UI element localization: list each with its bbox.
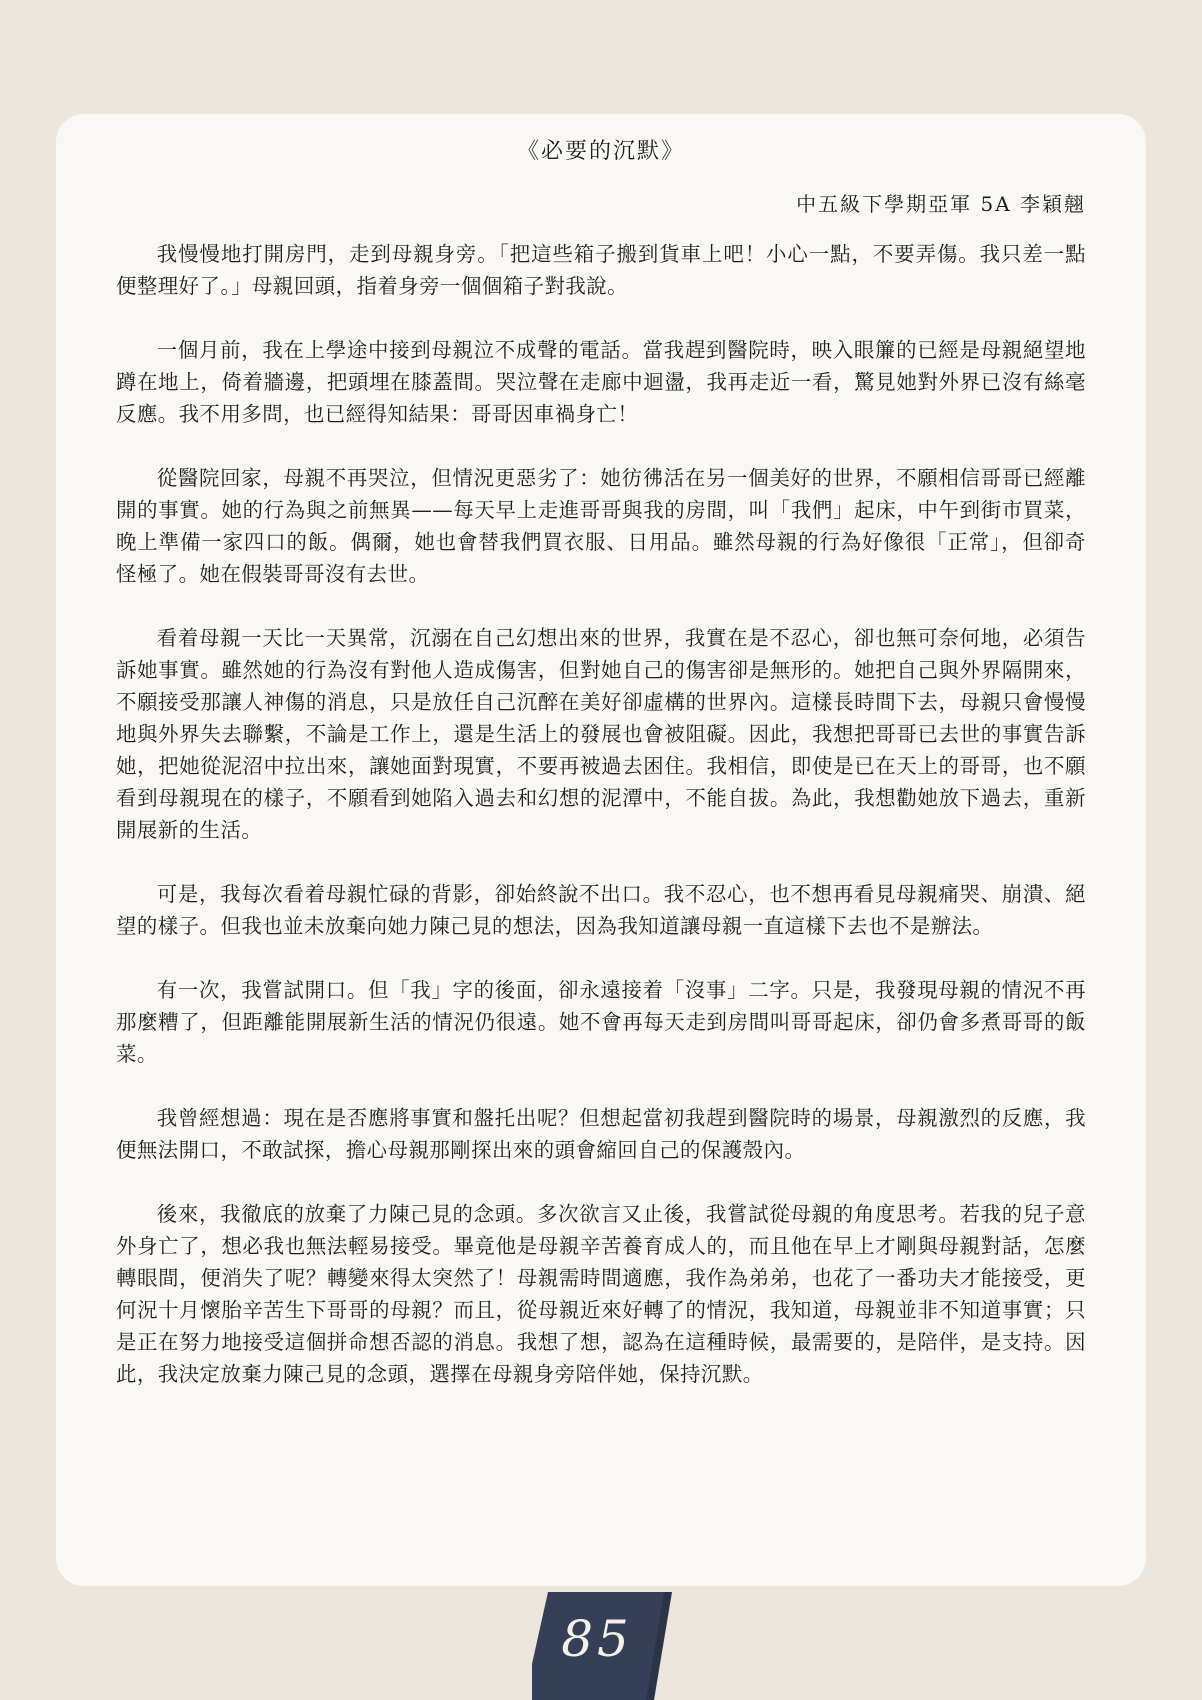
paragraph-4: 看着母親一天比一天異常，沉溺在自己幻想出來的世界，我實在是不忍心，卻也無可奈何地，必須告訴她事實。雖然她的行為沒有對他人造成傷害，但對她自己的傷害卻是無形的。她把自己與外界隔開來，不願接受那讓人神傷的消息，只是放任自己沉醉在美好卻虛構的世界內。這樣長時間下去，母親只會慢慢地與外界失去聯繫，不論是工作上，還是生活上的發展也會被阻礙。因此，我想把哥哥已去世的事實告訴她，把她從泥沼中拉出來，讓她面對現實，不要再被過去困住。我相信，即使是已在天上的哥哥，也不願看到母親現在的樣子，不願看到她陷入過去和幻想的泥潭中，不能自拔。為此，我想勸她放下過去，重新開展新的生活。 (116, 626, 1086, 842)
paragraph-3: 從醫院回家，母親不再哭泣，但情況更惡劣了：她彷彿活在另一個美好的世界，不願相信哥哥已經離開的事實。她的行為與之前無異——每天早上走進哥哥與我的房間，叫「我們」起床，中午到街市買菜，晚上準備一家四口的飯。偶爾，她也會替我們買衣服、日用品。雖然母親的行為好像很「正常」，但卻奇怪極了。她在假裝哥哥沒有去世。 (116, 466, 1086, 586)
paragraph-5: 可是，我每次看着母親忙碌的背影，卻始終說不出口。我不忍心，也不想再看見母親痛哭、崩潰、絕望的樣子。但我也並未放棄向她力陳己見的想法，因為我知道讓母親一直這樣下去也不是辦法。 (116, 882, 1086, 938)
essay-body (116, 238, 1086, 1422)
paragraph-6: 有一次，我嘗試開口。但「我」字的後面，卻永遠接着「沒事」二字。只是，我發現母親的情況不再那麼糟了，但距離能開展新生活的情況仍很遠。她不會再每天走到房間叫哥哥起床，卻仍會多煮哥哥的飯菜。 (116, 978, 1086, 1066)
author-byline: 中五級下學期亞軍 5A 李穎翹 (796, 192, 1086, 216)
paragraph-7: 我曾經想過：現在是否應將事實和盤托出呢？但想起當初我趕到醫院時的場景，母親激烈的反應，我便無法開口，不敢試探，擔心母親那剛探出來的頭會縮回自己的保護殼內。 (116, 1106, 1086, 1162)
paragraph-1: 我慢慢地打開房門，走到母親身旁。「把這些箱子搬到貨車上吧！小心一點，不要弄傷。我只差一點便整理好了。」母親回頭，指着身旁一個個箱子對我說。 (116, 242, 1086, 298)
essay-title: 《必要的沉默》 (516, 139, 685, 164)
paragraph-2: 一個月前，我在上學途中接到母親泣不成聲的電話。當我趕到醫院時，映入眼簾的已經是母親絕望地蹲在地上，倚着牆邊，把頭埋在膝蓋間。哭泣聲在走廊中迴盪，我再走近一看，驚見她對外界已沒有絲毫反應。我不用多問，也已經得知結果：哥哥因車禍身亡！ (116, 338, 1086, 426)
page-number-tab (532, 1592, 692, 1700)
page-number: 85 (561, 1610, 633, 1668)
essay-card (56, 114, 1146, 1586)
paragraph-8: 後來，我徹底的放棄了力陳己見的念頭。多次欲言又止後，我嘗試從母親的角度思考。若我的兒子意外身亡了，想必我也無法輕易接受。畢竟他是母親辛苦養育成人的，而且他在早上才剛與母親對話，怎麼轉眼間，便消失了呢？轉變來得太突然了！母親需時間適應，我作為弟弟，也花了一番功夫才能接受，更何況十月懷胎辛苦生下哥哥的母親？而且，從母親近來好轉了的情況，我知道，母親並非不知道事實；只是正在努力地接受這個拼命想否認的消息。我想了想，認為在這種時候，最需要的，是陪伴，是支持。因此，我決定放棄力陳己見的念頭，選擇在母親身旁陪伴她，保持沉默。 (116, 1202, 1086, 1386)
